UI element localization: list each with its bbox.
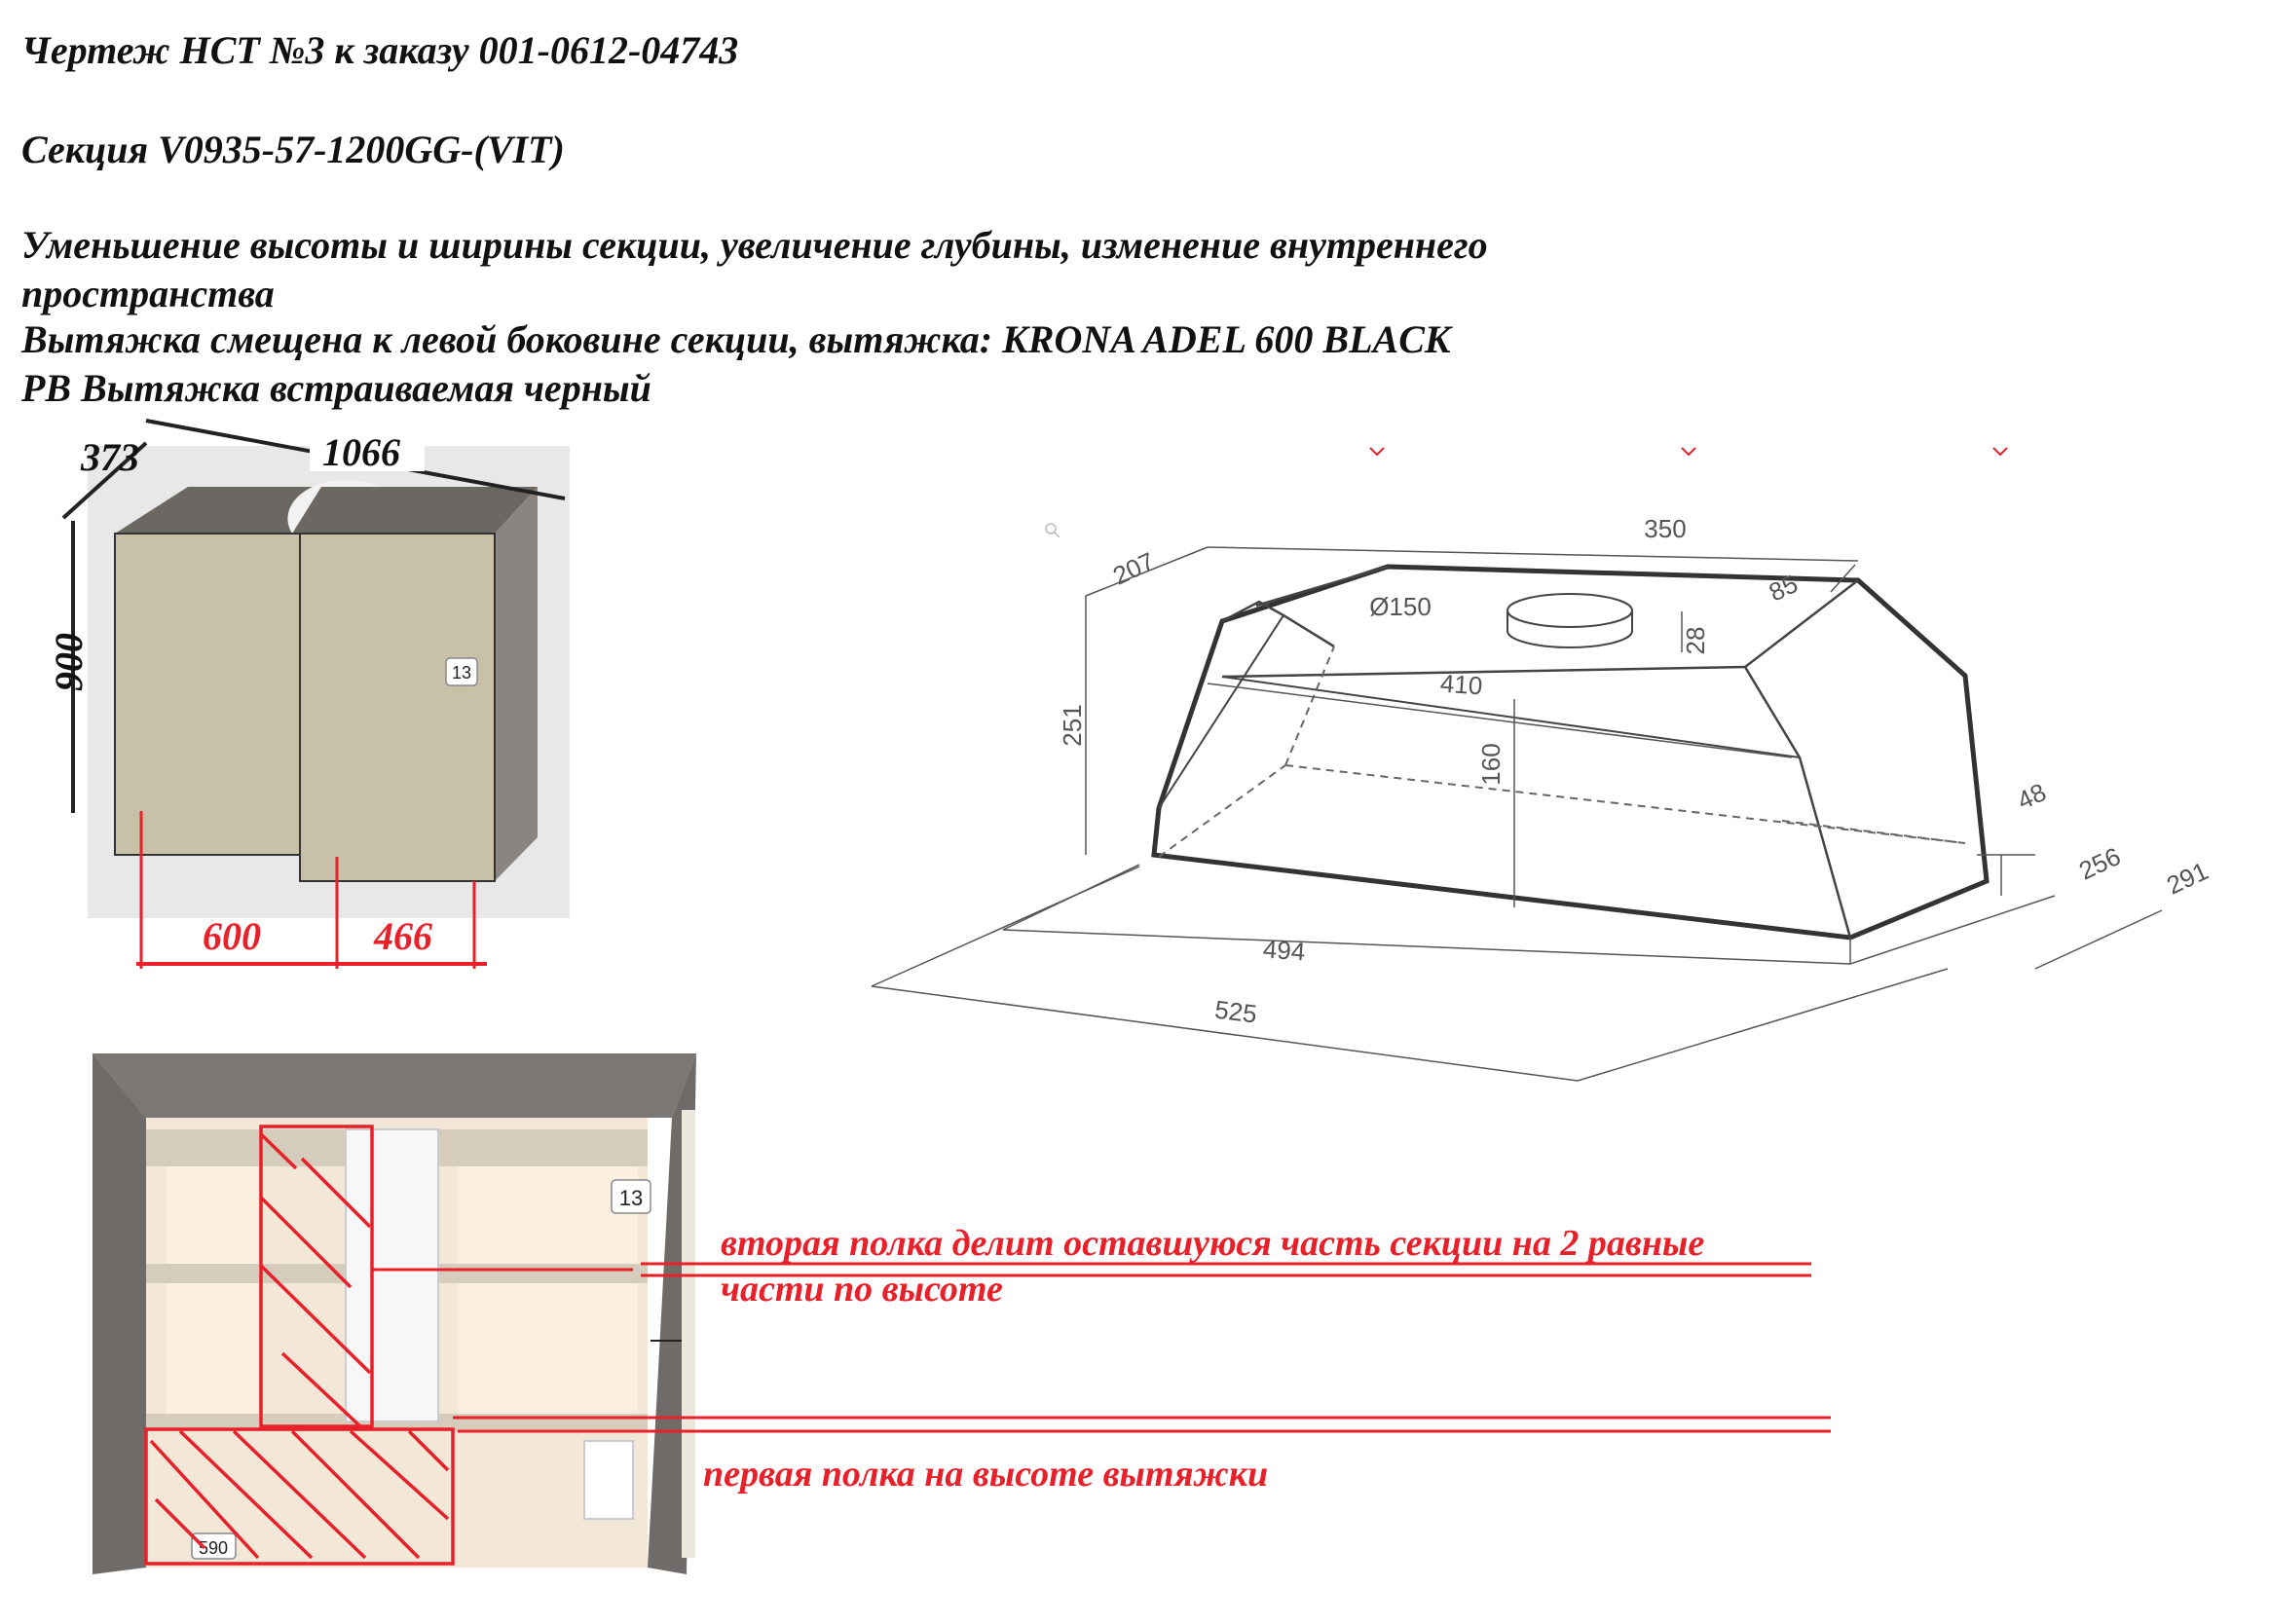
cabinet-view [47, 421, 570, 969]
dim-251: 251 [1058, 704, 1087, 747]
cabinet-depth-label: 373 [81, 435, 139, 479]
dim-207: 207 [1108, 546, 1160, 591]
cabinet-width-label: 1066 [322, 430, 400, 474]
dim-256: 256 [2074, 841, 2126, 886]
change-description-cont: пространства [21, 272, 275, 315]
dim-350: 350 [1644, 514, 1687, 543]
bottom-tag: 590 [198, 1538, 229, 1558]
second-shelf-note: вторая полка делит оставшуюся часть секции на 2 равные [721, 1223, 1705, 1264]
hood-offset-note: Вытяжка смещена к левой боковине секции, вытяжка: KRONA ADEL 600 BLACK [21, 317, 1451, 361]
dim-291: 291 [2162, 856, 2213, 901]
dim-494: 494 [1261, 934, 1307, 967]
first-shelf-note: первая полка на высоте вытяжки [703, 1454, 1269, 1495]
interior-tag: 13 [618, 1186, 644, 1210]
hood-drawing [872, 448, 2213, 1081]
dim-410: 410 [1438, 668, 1484, 701]
change-description: Уменьшение высоты и ширины секции, увеличение глубины, изменение внутреннего [21, 223, 1488, 267]
interior-view [93, 1053, 1831, 1574]
section-code: Секция V0935-57-1200GG-(VIT) [21, 128, 565, 171]
dim-525: 525 [1212, 994, 1259, 1029]
left-part-label: 600 [203, 914, 261, 958]
second-shelf-note-cont: части по высоте [721, 1269, 1003, 1310]
dim-48: 48 [2012, 777, 2051, 816]
right-part-label: 466 [374, 914, 432, 958]
cabinet-height-label: 900 [47, 633, 91, 691]
dim-85: 85 [1764, 569, 1803, 608]
drawing-title: Чертеж НСТ №3 к заказу 001-0612-04743 [21, 28, 739, 72]
dim-duct-diameter: Ø150 [1369, 592, 1432, 621]
dim-28: 28 [1681, 626, 1710, 655]
cabinet-tag: 13 [451, 663, 472, 683]
dim-160: 160 [1476, 743, 1506, 786]
hood-type-note: РВ Вытяжка встраиваемая черный [21, 366, 651, 410]
